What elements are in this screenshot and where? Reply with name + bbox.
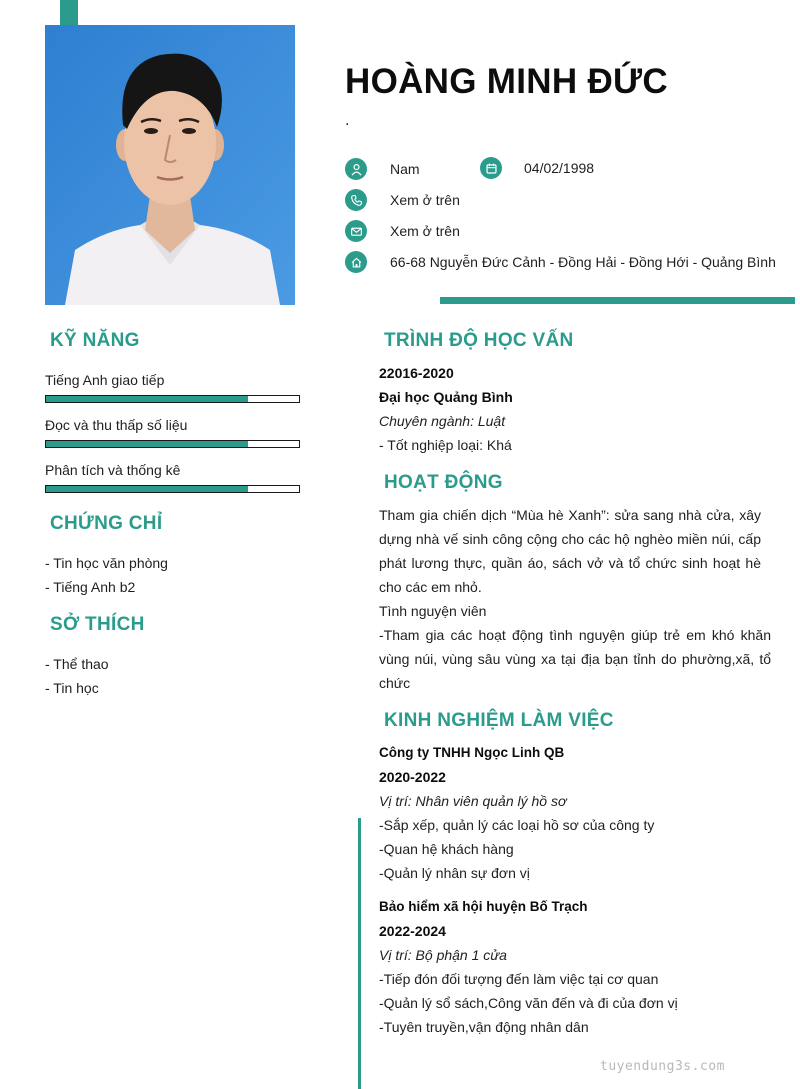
- phone-icon: [345, 189, 367, 211]
- skill-bar: [45, 485, 300, 493]
- address-row: [345, 250, 776, 274]
- activity-line: vùng núi, vùng sâu vùng xa tại địa bạn tỉnh do phường,xã, tổ: [379, 651, 771, 667]
- phone-value: Xem ở trên: [390, 192, 460, 208]
- job-duty: -Quan hệ khách hàng: [379, 841, 514, 857]
- job-title: .: [345, 112, 350, 129]
- job-period: 2020-2022: [379, 769, 446, 785]
- education-period: 22016-2020: [379, 365, 454, 381]
- activity-line: Tham gia chiến dịch “Mùa hè Xanh”: sửa sang nhà cửa, xây: [379, 507, 761, 523]
- education-major: Chuyên ngành: Luật: [379, 413, 506, 429]
- email-row: [345, 219, 460, 243]
- certificates-heading: CHỨNG CHỈ: [50, 513, 163, 534]
- job-duty: -Quản lý nhân sự đơn vị: [379, 865, 530, 881]
- skill-label: Đọc và thu thấp số liệu: [45, 417, 188, 433]
- education-result: - Tốt nghiệp loại: Khá: [379, 437, 512, 453]
- activity-line: chức: [379, 675, 411, 691]
- job-duty: -Quản lý sổ sách,Công văn đến và đi của đơn vị: [379, 995, 678, 1011]
- gender-value: Nam: [390, 161, 420, 177]
- envelope-icon: [345, 220, 367, 242]
- job-company: Bảo hiểm xã hội huyện Bố Trạch: [379, 899, 588, 914]
- hobby-item: - Thể thao: [45, 656, 109, 672]
- candidate-name: HOÀNG MINH ĐỨC: [345, 62, 668, 101]
- activity-line: cho các em nhỏ.: [379, 579, 482, 595]
- skill-label: Tiếng Anh giao tiếp: [45, 372, 165, 388]
- education-school: Đại học Quảng Bình: [379, 389, 513, 405]
- skill-bar-fill: [46, 486, 248, 492]
- profile-photo: [45, 25, 295, 305]
- watermark-text: tuyendung3s.com: [600, 1059, 725, 1074]
- skill-bar: [45, 395, 300, 403]
- user-icon: [345, 158, 367, 180]
- activity-line: dựng nhà vế sinh công cộng cho các hộ nghèo miền núi, cấp: [379, 531, 761, 547]
- skills-heading: KỸ NĂNG: [50, 330, 140, 351]
- activity-line: Tình nguyện viên: [379, 603, 487, 619]
- gender-row: [345, 157, 420, 181]
- hobby-item: - Tin học: [45, 680, 99, 696]
- experience-heading: KINH NGHIỆM LÀM VIỆC: [384, 710, 614, 731]
- home-icon: [345, 251, 367, 273]
- job-duty: -Tuyên truyền,vận động nhân dân: [379, 1019, 589, 1035]
- skill-bar-fill: [46, 396, 248, 402]
- activity-line: phát lương thực, quần áo, sách vở và tổ chức sinh hoạt hè: [379, 555, 761, 571]
- skill-bar: [45, 440, 300, 448]
- hobbies-heading: SỞ THÍCH: [50, 614, 145, 635]
- job-company: Công ty TNHH Ngọc Linh QB: [379, 745, 565, 760]
- skill-label: Phân tích và thống kê: [45, 462, 181, 478]
- job-period: 2022-2024: [379, 923, 446, 939]
- job-position: Vị trí: Bộ phận 1 cửa: [379, 947, 507, 963]
- job-duty: -Sắp xếp, quản lý các loại hồ sơ của công ty: [379, 817, 655, 833]
- email-value: Xem ở trên: [390, 223, 460, 239]
- header-accent-line: [440, 297, 795, 304]
- education-heading: TRÌNH ĐỘ HỌC VẤN: [384, 330, 574, 351]
- job-duty: -Tiếp đón đối tượng đến làm việc tại cơ quan: [379, 971, 659, 987]
- activity-line: -Tham gia các hoạt động tình nguyện giúp trẻ em khó khăn: [379, 627, 771, 643]
- skill-bar-fill: [46, 441, 248, 447]
- dob-value: 04/02/1998: [524, 160, 595, 176]
- phone-row: [345, 188, 460, 212]
- activities-heading: HOẠT ĐỘNG: [384, 472, 503, 493]
- address-value: 66-68 Nguyễn Đức Cảnh - Đồng Hải - Đồng Hới - Quảng Bình: [390, 254, 776, 270]
- certificate-item: - Tin học văn phòng: [45, 555, 168, 571]
- calendar-icon: [480, 157, 502, 179]
- job-position: Vị trí: Nhân viên quản lý hồ sơ: [379, 793, 567, 809]
- experience-timeline-line: [358, 818, 361, 1089]
- certificate-item: - Tiếng Anh b2: [45, 579, 136, 595]
